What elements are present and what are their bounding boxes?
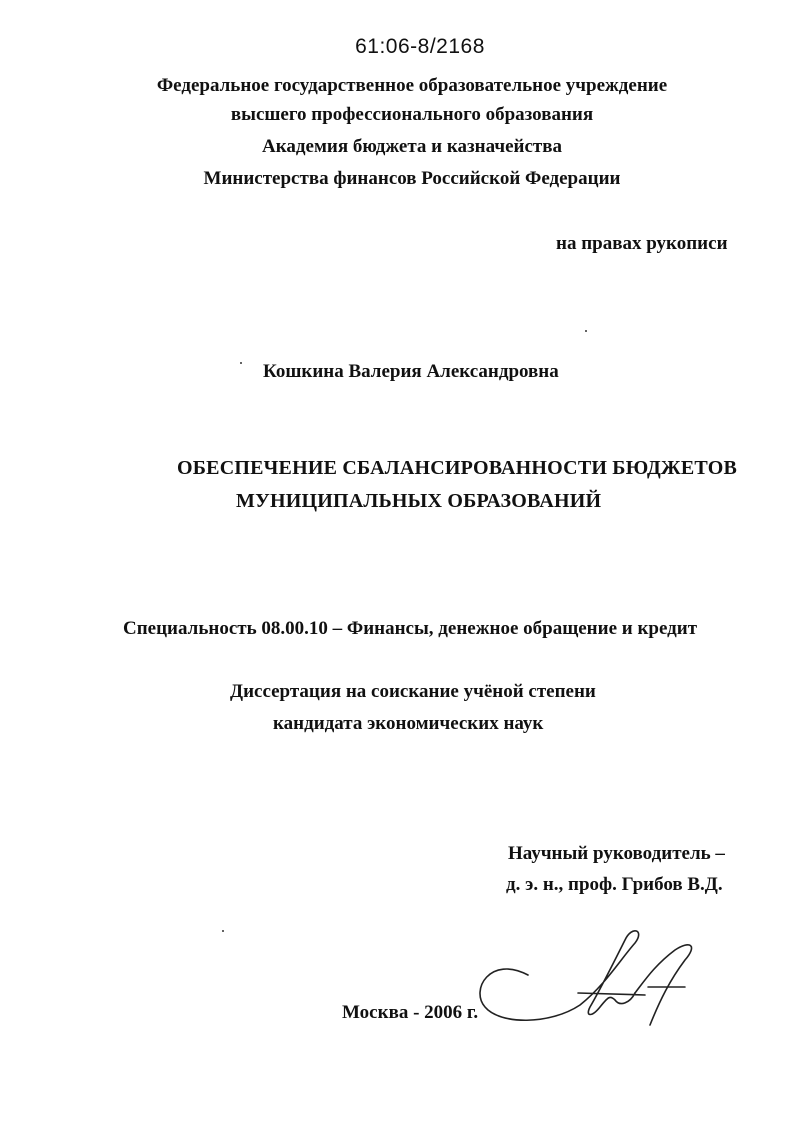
place-year: Москва - 2006 г. — [342, 1002, 479, 1023]
institution-line-4: Министерства финансов Российской Федерации — [203, 168, 621, 189]
degree-line-2: кандидата экономических наук — [273, 713, 544, 734]
institution-line-3: Академия бюджета и казначейства — [262, 136, 562, 157]
registry-code: 61:06-8/2168 — [355, 35, 485, 58]
supervisor-line-1: Научный руководитель – — [508, 843, 725, 864]
author-name: Кошкина Валерия Александровна — [263, 361, 559, 382]
manuscript-note: на правах рукописи — [556, 233, 728, 254]
scan-speck — [222, 930, 224, 932]
thesis-title-line-1: ОБЕСПЕЧЕНИЕ СБАЛАНСИРОВАННОСТИ БЮДЖЕТОВ — [177, 457, 737, 479]
scan-speck — [240, 362, 242, 364]
institution-line-2: высшего профессионального образования — [230, 104, 594, 125]
specialty: Специальность 08.00.10 – Финансы, денежное обращение и кредит — [123, 618, 698, 639]
handwritten-signature — [470, 925, 710, 1040]
institution-line-1: Федеральное государственное образовательное учреждение — [156, 75, 668, 96]
thesis-title-line-2: МУНИЦИПАЛЬНЫХ ОБРАЗОВАНИЙ — [236, 490, 602, 512]
supervisor-line-2: д. э. н., проф. Грибов В.Д. — [506, 874, 723, 895]
degree-line-1: Диссертация на соискание учёной степени — [230, 681, 596, 702]
scan-speck — [585, 330, 587, 332]
